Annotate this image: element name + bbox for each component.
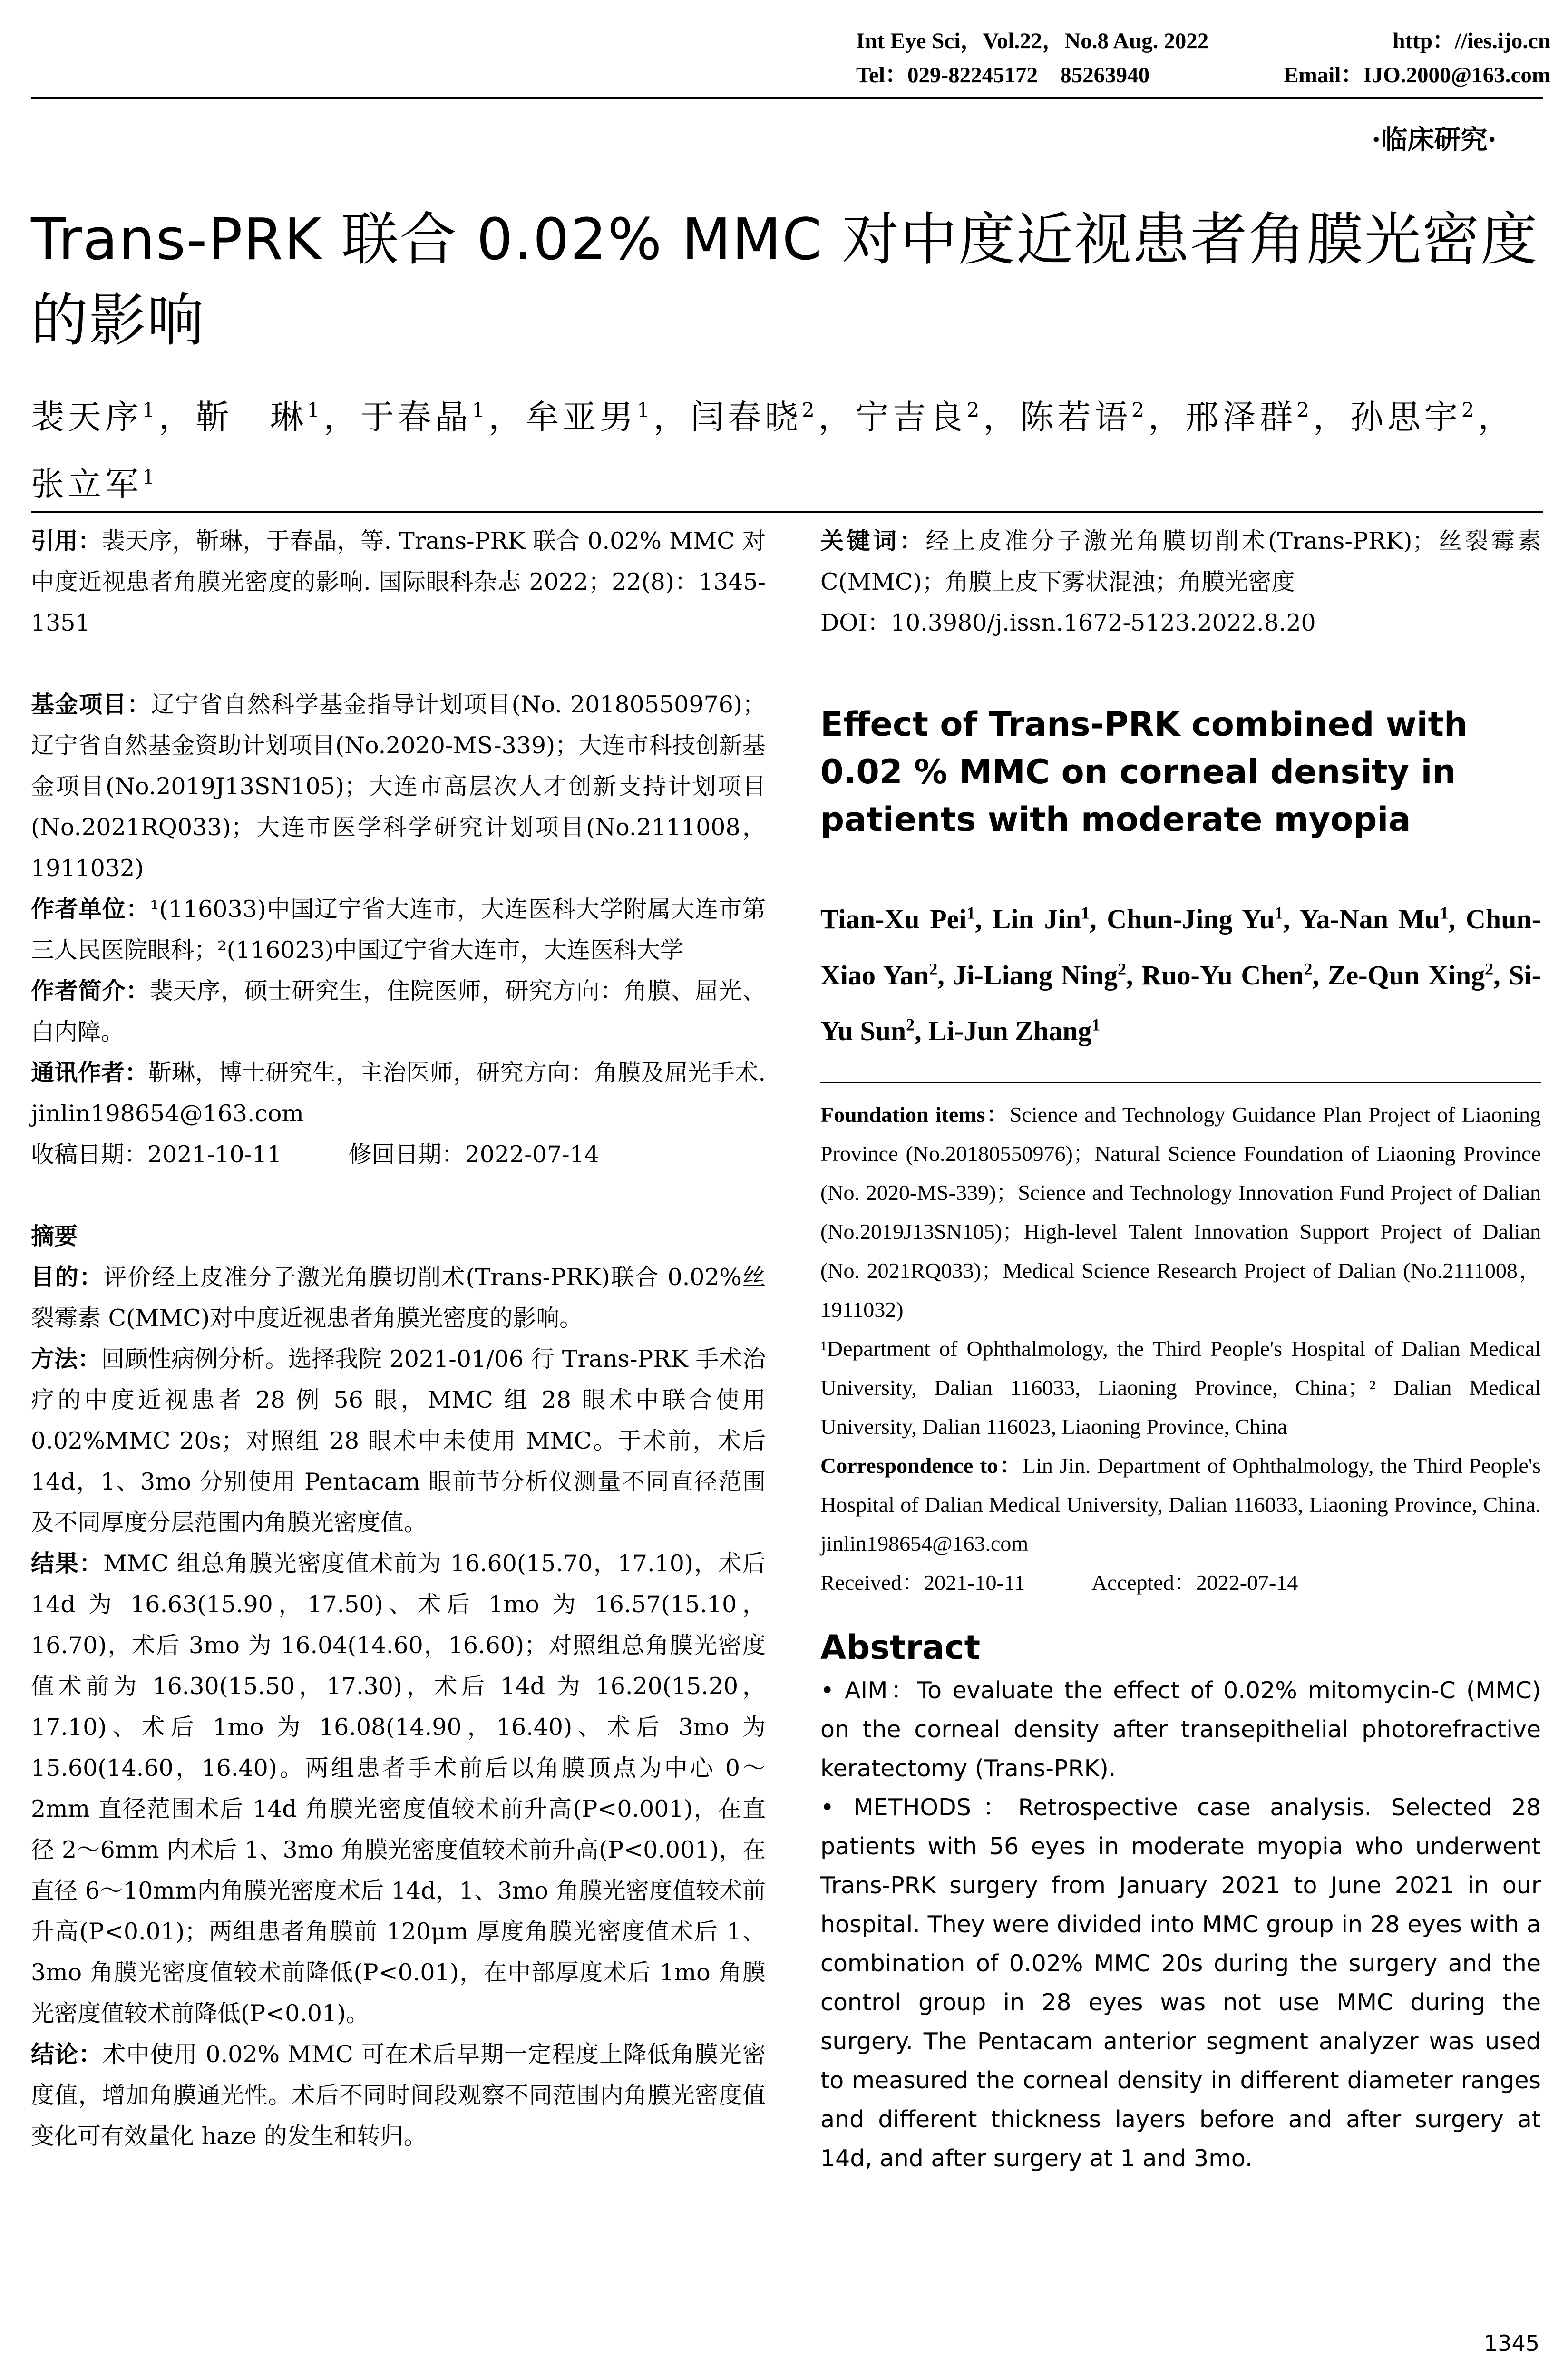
- author-en: Ruo-Yu Chen$^2$,: [1141, 959, 1328, 991]
- correspondence-en: Correspondence to：Lin Jin. Department of Ophthalmology, the Third People's Hospital of Dalian Medical University, Dalian 116033, Liaoning Province, China. jinlin198654@163.com: [820, 1453, 1541, 1556]
- affiliation-en: ¹Department of Ophthalmology, the Third People's Hospital of Dalian Medical University, Dalian 116033, Liaoning Province, China；² Dalian Medical University, Dalian 116023, Liaoning Province, China: [820, 1336, 1541, 1439]
- abstract-methods: 方法：回顾性病例分析。选择我院 2021-01/06 行 Trans-PRK 手术治疗的中度近视患者 28 例 56 眼，MMC 组 28 眼术中联合使用 0.02%MMC 20s；对照组 28 眼术中未使用 MMC。于术前，术后 14d，1、3mo 分别使用 Pentacam 眼前节分析仪测量不同直径范围及不同厚度分层范围内角膜光密度值。: [31, 1345, 766, 1536]
- dates-cn: 收稿日期：2021-10-11 修回日期：2022-07-14: [31, 1141, 600, 1168]
- journal-header: [856, 24, 1550, 92]
- english-divider: [820, 1082, 1541, 1083]
- corresponding-author: 通讯作者：靳琳，博士研究生，主治医师，研究方向：角膜及屈光手术. jinlin198654@163.com: [31, 1059, 766, 1127]
- author: 孙思宇$^2$，: [1350, 398, 1515, 437]
- author-bio: 作者简介：裴天序，硕士研究生，住院医师，研究方向：角膜、屈光、白内障。: [31, 977, 766, 1045]
- abstract-conclusion: 结论：术中使用 0.02% MMC 可在术后早期一定程度上降低角膜光密度值，增加角膜通光性。术后不同时间段观察不同范围内角膜光密度值变化可有效量化 haze 的发生和转归。: [31, 2041, 766, 2150]
- english-metadata: [820, 1095, 1541, 1602]
- author: 裴天序$^1$，: [31, 398, 196, 437]
- abstract-heading-en: Abstract: [820, 1627, 981, 1667]
- author: 陈若语$^2$，: [1020, 398, 1186, 437]
- title-divider: [31, 511, 1543, 513]
- author-en: Li-Jun Zhang$^1$: [928, 1015, 1101, 1046]
- author: 邢泽群$^2$，: [1185, 398, 1350, 437]
- abstract-methods-en: • METHODS：Retrospective case analysis. Selected 28 patients with 56 eyes in moderate myopia who underwent Trans-PRK surgery from January 2021 to June 2021 in our hospital. They were divided into MMC group in 28 eyes with a combination of 0.02% MMC 20s during the surgery and the control group in 28 eyes was not use MMC during the surgery. The Pentacam anterior segment analyzer was used to measured the corneal density in different diameter ranges and different thickness layers before and after surgery at 14d, and after surgery at 1 and 3mo.: [820, 1793, 1541, 2172]
- author: 牟亚男$^1$，: [526, 398, 691, 437]
- author-en: Ze-Qun Xing$^2$,: [1327, 959, 1509, 991]
- abstract-heading-cn: 摘要: [31, 1223, 78, 1250]
- article-title: Trans-PRK 联合 0.02% MMC 对中度近视患者角膜光密度的影响: [31, 207, 1539, 354]
- author-list-cn: [31, 380, 1543, 514]
- author-en: Ya-Nan Mu$^1$,: [1299, 904, 1466, 935]
- journal-url[interactable]: http：//ies.ijo.cn: [1393, 29, 1550, 53]
- author-en: Lin Jin$^1$,: [992, 904, 1107, 935]
- author: 闫春晓$^2$，: [690, 398, 856, 437]
- author: 靳 琳$^1$，: [195, 398, 361, 437]
- journal-tel: Tel：029-82245172 85263940: [856, 63, 1150, 88]
- author-en: Tian-Xu Pei$^1$,: [820, 904, 993, 935]
- right-column: [820, 521, 1541, 2178]
- author-en: Si-Yu Sun$^2$,: [820, 959, 1541, 1046]
- author-en: Ji-Liang Ning$^2$,: [953, 959, 1142, 991]
- header-divider: [31, 97, 1543, 99]
- author-en: Chun-Xiao Yan$^2$,: [820, 904, 1541, 991]
- author-list-en: [820, 888, 1541, 1056]
- author: 于春晶$^1$，: [360, 398, 526, 437]
- author-en: Chun-Jing Yu$^1$,: [1107, 904, 1300, 935]
- affiliation: 作者单位：¹(116033)中国辽宁省大连市，大连医科大学附属大连市第三人民医院眼科；²(116023)中国辽宁省大连市，大连医科大学: [31, 896, 766, 964]
- abstract-body-en: [820, 1671, 1541, 2178]
- page-number: 1345: [1483, 2330, 1539, 2356]
- journal-email[interactable]: Email：IJO.2000@163.com: [1284, 63, 1550, 88]
- foundation-items: Foundation items：Science and Technology Guidance Plan Project of Liaoning Province (No.20180550976)；Natural Science Foundation of Liaoning Province (No. 2020-MS-339)；Science and Technology Innovation Fund Project of Dalian (No.2019J13SN105)；High-level Talent Innovation Support Project of Dalian (No. 2021RQ033)；Medical Science Research Project of Dalian (No.2111008，1911032): [820, 1102, 1541, 1322]
- citation: 引用：裴天序，靳琳，于春晶，等. Trans-PRK 联合 0.02% MMC 对中度近视患者角膜光密度的影响. 国际眼科杂志 2022；22(8)：1345-1351: [31, 527, 766, 636]
- author: 张立军$^1$: [31, 464, 159, 504]
- abstract-objective: 目的：评价经上皮准分子激光角膜切削术(Trans-PRK)联合 0.02%丝裂霉素 C(MMC)对中度近视患者角膜光密度的影响。: [31, 1264, 766, 1332]
- journal-info: Int Eye Sci，Vol.22，No.8 Aug. 2022: [856, 29, 1209, 53]
- left-column: [31, 521, 766, 2157]
- author: 宁吉良$^2$，: [855, 398, 1021, 437]
- funding: 基金项目：辽宁省自然科学基金指导计划项目(No. 20180550976)；辽宁省自然基金资助计划项目(No.2020-MS-339)；大连市科技创新基金项目(No.2019J13SN105)；大连市高层次人才创新支持计划项目(No.2021RQ033)；大连市医学科学研究计划项目(No.2111008，1911032): [31, 691, 766, 882]
- section-tag: ·临床研究·: [1372, 124, 1497, 156]
- dates-en: Received：2021-10-11 Accepted：2022-07-14: [820, 1570, 1298, 1595]
- abstract-aim: • AIM：To evaluate the effect of 0.02% mitomycin-C (MMC) on the corneal density after transepithelial photorefractive keratectomy (Trans-PRK).: [820, 1676, 1541, 1782]
- keywords: 关键词：经上皮准分子激光角膜切削术(Trans-PRK)；丝裂霉素 C(MMC)；角膜上皮下雾状混浊；角膜光密度: [820, 527, 1541, 595]
- doi[interactable]: DOI：10.3980/j.issn.1672-5123.2022.8.20: [820, 609, 1316, 636]
- abstract-results: 结果：MMC 组总角膜光密度值术前为 16.60(15.70，17.10)，术后 14d 为 16.63(15.90，17.50)、术后 1mo 为 16.57(15.10，16.70)，术后 3mo 为 16.04(14.60，16.60)；对照组总角膜光密度值术前为 16.30(15.50，17.30)，术后 14d 为 16.20(15.20，17.10)、术后 1mo 为 16.08(14.90，16.40)、术后 3mo 为 15.60(14.60，16.40)。两组患者手术前后以角膜顶点为中心 0～2mm 直径范围术后 14d 角膜光密度值较术前升高(P<0.001)，在直径 2～6mm 内术后 1、3mo 角膜光密度值较术前升高(P<0.001)，在直径 6～10mm内角膜光密度术后 14d，1、3mo 角膜光密度值较术前升高(P<0.01)；两组患者角膜前 120μm 厚度角膜光密度值术后 1、3mo 角膜光密度值较术前降低(P<0.01)，在中部厚度术后 1mo 角膜光密度值较术前降低(P<0.01)。: [31, 1550, 766, 2027]
- english-title: Effect of Trans-PRK combined with 0.02 % MMC on corneal density in patients with moderate myopia: [820, 705, 1468, 839]
